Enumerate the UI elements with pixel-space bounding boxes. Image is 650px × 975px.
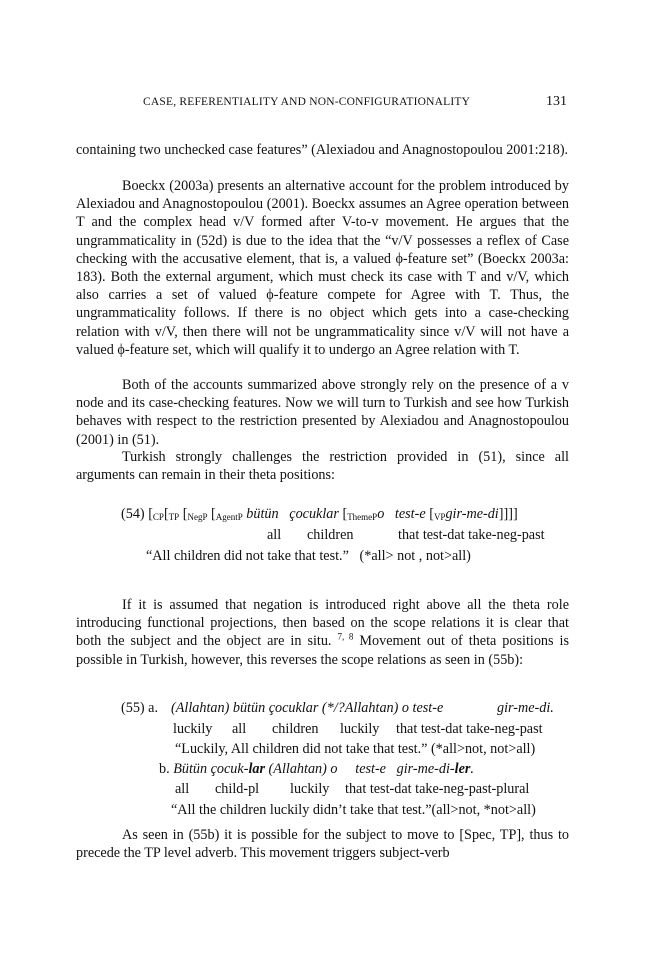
paragraph-4: Turkish strongly challenges the restriction provided in (51), since all arguments can remain in their theta positions: <box>76 449 569 484</box>
paragraph-6: As seen in (55b) it is possible for the subject to move to [Spec, TP], thus to precede the TP level adverb. This movement triggers subject-verb <box>76 827 569 862</box>
gloss-55a-children: children <box>272 721 319 737</box>
paragraph-5a: If it is assumed that negation is introduced right above all the theta role introducing functional projections, then based on the scope relations it is clear that both the subject and the object are in situ. <box>76 597 569 650</box>
running-header <box>0 94 650 114</box>
gloss-55a-luckily: luckily <box>173 721 213 737</box>
example-55a-verb <box>497 699 554 717</box>
b-teste: test-e <box>355 761 386 777</box>
word-teste: test-e <box>394 506 426 522</box>
paragraph-1: containing two unchecked case features” (Alexiadou and Anagnostopoulou 2001:218). <box>76 142 569 158</box>
word-verb: gir-me-di <box>445 506 499 522</box>
example-55a-text: (Allahtan) bütün çocuklar (*/?Allahtan) o test-e <box>171 700 444 716</box>
label-themep: ThemeP <box>347 512 378 522</box>
label-cp: CP <box>152 512 164 522</box>
translation-54 <box>146 547 471 565</box>
gloss-55b-childpl: child-pl <box>215 781 260 797</box>
scope-text: (*all> not , not>all) <box>359 548 471 564</box>
gloss-children: children <box>307 527 354 543</box>
example-55a-line <box>171 699 443 717</box>
label-tp: TP <box>168 512 180 522</box>
word-o: o <box>377 506 385 522</box>
footnote-refs: 7, 8 <box>337 631 354 642</box>
example-number: (54) <box>121 506 145 522</box>
translation-55b: “All the children luckily didn’t take that test.”(all>not, *not>all) <box>171 802 536 818</box>
gloss-all: all <box>267 527 282 543</box>
running-title: CASE, REFERENTIALITY AND NON-CONFIGURATIONALITY <box>143 96 471 108</box>
paragraph-5b: Movement out of theta positions is possible in Turkish, however, this reverses the scope relations as seen in (55b): <box>76 633 569 668</box>
paragraph-3: Both of the accounts summarized above strongly rely on the presence of a v node and its case-checking features. Now we will turn to Turkish and see how Turkish behaves with respect to the restriction presented by Alexiadou and Anagnostopoulou (2001) in (51). <box>76 377 569 448</box>
verb-55a: gir-me-di. <box>497 700 554 716</box>
gloss-55a-all: all <box>232 721 247 737</box>
translation-text: “All children did not take that test.” <box>146 548 349 564</box>
label-vp: VP <box>433 512 446 522</box>
label-agentp: AgentP <box>215 512 243 522</box>
gloss-55a-luckily-2: luckily <box>340 721 380 737</box>
page-number: 131 <box>546 94 567 109</box>
gloss-rest: that test-dat take-neg-past <box>398 527 545 543</box>
translation-55a: “Luckily, All children did not take that test.” (*all>not, not>all) <box>175 741 536 757</box>
gloss-55b-rest: that test-dat take-neg-past-plural <box>345 781 530 797</box>
gloss-55a-rest: that test-dat take-neg-past <box>396 721 543 737</box>
word-butun: bütün <box>246 506 279 522</box>
b-lar: lar <box>248 761 265 777</box>
paragraph-5 <box>76 596 569 669</box>
example-55b-line <box>159 760 474 778</box>
b-ler: ler <box>454 761 471 777</box>
label-negp: NegP <box>187 512 208 522</box>
b-dot: . <box>470 761 474 777</box>
example-55b-label: b. <box>159 761 170 777</box>
b-verb: gir-me-di- <box>396 761 455 777</box>
paragraph-2: Boeckx (2003a) presents an alternative account for the problem introduced by Alexiadou and Anagnostopoulou (2001). Boeckx assumes an Agree operation between T and the complex head v/V formed after V-to-v movement. He argues that the ungrammaticality in (52d) is due to the idea that the “v/V possesses a reflex of Case checking with the accusative element, that is, a valued ϕ-feature set” (Boeckx 2003a: 183). Both the external argument, which must check its case with T and v/V, which also carries a set of valued ϕ-feature compete for Agree with T. Thus, the ungrammaticality follows. If there is no object which gets into a case-checking relation with v/V, then there will not be ungrammaticality since v/V will not have a valued ϕ-feature set, which will qualify it to undergo an Agree relation with T. <box>76 178 569 358</box>
example-55-number: (55) a. <box>121 700 159 716</box>
example-54-line: (54) [$_{CP}[_{TP}$ [$_{NegP}$ [$_{AgentP}$ bütün çocuklar [$_{ThemeP}o$ test-e $[_{VP}gir-me-di]$]]] <box>121 506 518 522</box>
b-part1: Bütün çocuk- <box>173 761 249 777</box>
gloss-55b-all: all <box>175 781 190 797</box>
gloss-55b-luckily: luckily <box>290 781 330 797</box>
word-cocuklar: çocuklar <box>289 506 339 522</box>
closing-brackets: ]]]] <box>498 506 518 522</box>
b-part2: (Allahtan) o <box>268 761 338 777</box>
